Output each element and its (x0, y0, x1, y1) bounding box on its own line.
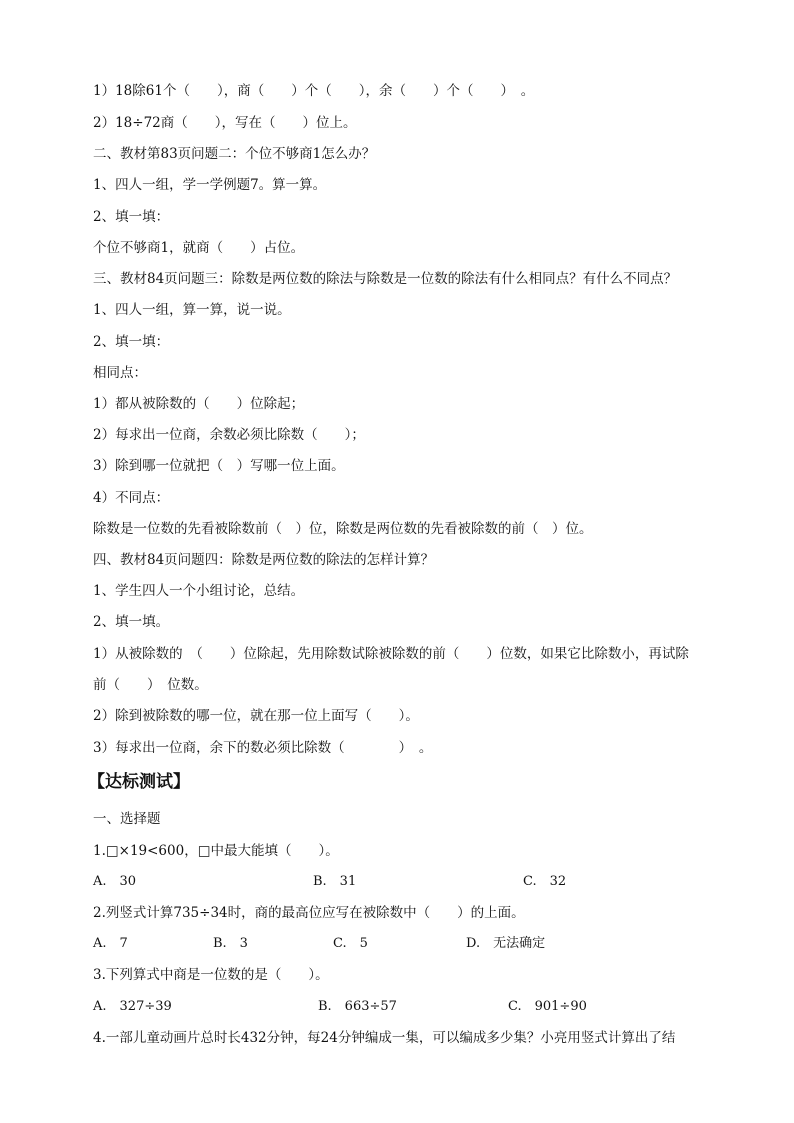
option-d: D. 无法确定 (466, 936, 546, 951)
text-line: 1、四人一组，算一算，说一说。 (93, 302, 291, 318)
text-line: 相同点： (93, 365, 147, 381)
option-b: B. 663÷57 (318, 999, 397, 1014)
section-heading: 四、教材84页问题四：除数是两位数的除法的怎样计算？ (93, 552, 435, 568)
option-a: A. 30 (93, 874, 137, 889)
text-line: 2）18÷72商（ ），写在（ ）位上。 (93, 115, 357, 131)
question-4: 4.一部儿童动画片总时长432分钟，每24分钟编成一集，可以编成多少集？小亮用竖式计算出了结 (93, 1030, 676, 1046)
option-c: C. 901÷90 (508, 999, 587, 1014)
section-heading: 三、教材84页问题三：除数是两位数的除法与除数是一位数的除法有什么相同点？有什么不同点？ (93, 271, 678, 287)
text-line: 前（ ） 位数。 (93, 677, 208, 693)
option-c: C. 32 (523, 874, 567, 889)
section-heading: 二、教材第83页问题二：个位不够商1怎么办？ (93, 146, 376, 162)
section-heading: 一、选择题 (93, 811, 161, 827)
question-3-options (93, 997, 713, 1017)
text-line: 个位不够商1，就商（ ）占位。 (93, 240, 305, 256)
question-3: 3.下列算式中商是一位数的是（ ）。 (93, 967, 329, 983)
text-line: 1、学生四人一个小组讨论，总结。 (93, 583, 305, 599)
text-line: 4）不同点： (93, 490, 170, 506)
option-c: C. 5 (333, 936, 368, 951)
text-line: 2）每求出一位商，余数必须比除数（ ）； (93, 427, 365, 443)
text-line: 1）18除61个（ ），商（ ）个（ ），余（ ）个（ ） 。 (93, 83, 535, 99)
text-line: 除数是一位数的先看被除数前（ ）位，除数是两位数的先看被除数的前（ ）位。 (93, 521, 593, 537)
question-2-options (93, 934, 713, 954)
text-line: 1、四人一组，学一学例题7。算一算。 (93, 177, 327, 193)
option-a: A. 327÷39 (93, 999, 172, 1014)
text-line: 2、填一填： (93, 334, 170, 350)
question-2: 2.列竖式计算735÷34时，商的最高位应写在被除数中（ ）的上面。 (93, 905, 525, 921)
text-line: 2、填一填。 (93, 614, 170, 630)
text-line: 1）都从被除数的（ ）位除起； (93, 396, 305, 412)
text-line: 3）除到哪一位就把（ ）写哪一位上面。 (93, 458, 345, 474)
text-line: 3）每求出一位商，余下的数必须比除数（ ） 。 (93, 740, 433, 756)
option-b: B. 31 (313, 874, 357, 889)
question-1-options (93, 872, 713, 892)
question-1: 1.□×19<600，□中最大能填（ ）。 (93, 843, 339, 859)
option-b: B. 3 (213, 936, 248, 951)
text-line: 2）除到被除数的哪一位，就在那一位上面写（ ）。 (93, 708, 419, 724)
option-a: A. 7 (93, 936, 128, 951)
test-heading: 【达标测试】 (88, 772, 190, 792)
text-line: 2、填一填： (93, 209, 170, 225)
text-line: 1）从被除数的 （ ）位除起，先用除数试除被除数的前（ ）位数，如果它比除数小，再试除 (93, 646, 689, 662)
